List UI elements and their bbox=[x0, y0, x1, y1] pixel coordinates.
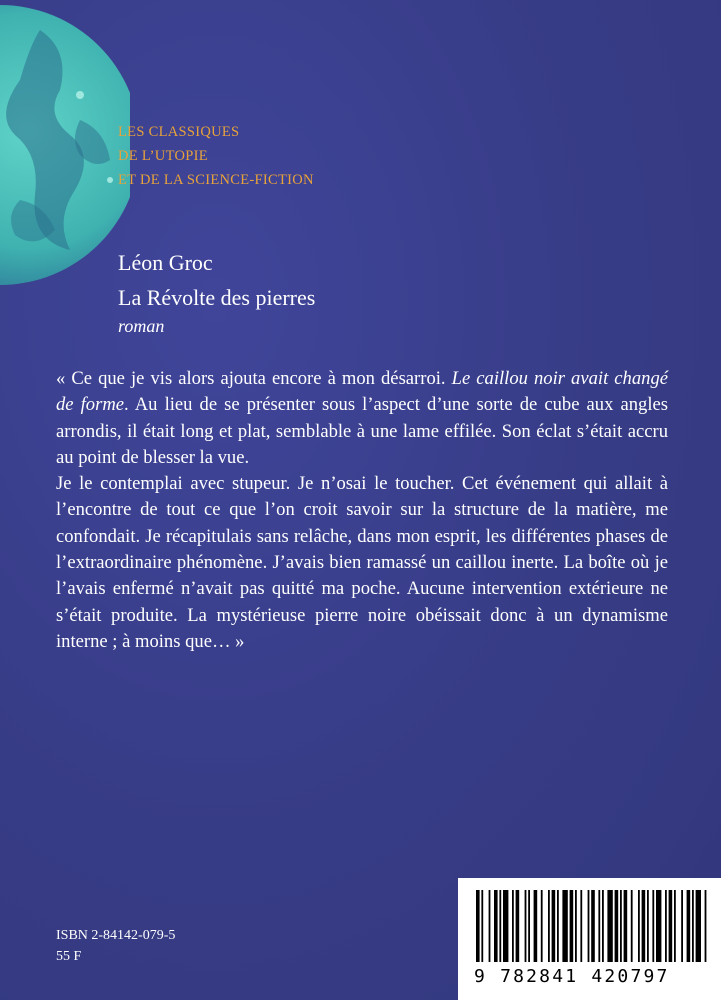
barcode-bar bbox=[503, 890, 508, 962]
barcode-bar bbox=[541, 890, 543, 962]
barcode-bar bbox=[494, 890, 498, 962]
series-name bbox=[118, 120, 314, 192]
barcode-bar bbox=[607, 890, 612, 962]
barcode-bar bbox=[692, 890, 694, 962]
barcode-bar bbox=[656, 890, 661, 962]
barcode-bar bbox=[575, 890, 577, 962]
barcode-bar bbox=[499, 890, 501, 962]
barcode-digits: 9 782841 420797 bbox=[474, 966, 670, 987]
isbn-number: ISBN 2-84142-079-5 bbox=[56, 928, 176, 943]
barcode-bar bbox=[665, 890, 667, 962]
barcode-bar bbox=[669, 890, 673, 962]
barcode-bar bbox=[624, 890, 628, 962]
barcode-bar bbox=[642, 890, 646, 962]
barcode-bar bbox=[647, 890, 649, 962]
blurb-p1-end: . Au lieu de se présenter sous l’aspect d’une sorte de cube aux angles arrondis, il était long et plat, semblable à une lame effilée. Son éclat s’était accru au point de blesser la vue. bbox=[56, 394, 668, 468]
globe-illustration bbox=[0, 0, 130, 290]
barcode-bar bbox=[528, 890, 530, 962]
barcode-bar bbox=[598, 890, 600, 962]
barcode-bar bbox=[516, 890, 520, 962]
barcode-bars bbox=[458, 878, 721, 970]
price: 55 F bbox=[56, 949, 82, 964]
barcode-bar bbox=[580, 890, 582, 962]
barcode-bar bbox=[534, 890, 538, 962]
barcode-bar bbox=[489, 890, 491, 962]
barcode-bar bbox=[557, 890, 559, 962]
barcode-bar bbox=[681, 890, 683, 962]
series-line-3: ET DE LA SCIENCE-FICTION bbox=[118, 172, 314, 188]
series-line-2: DE L’UTOPIE bbox=[118, 148, 208, 164]
barcode-bar bbox=[674, 890, 676, 962]
barcode-bar bbox=[705, 890, 707, 962]
barcode bbox=[458, 878, 721, 1000]
author-name: Léon Groc bbox=[118, 250, 213, 275]
blurb-p1-start: « Ce que je vis alors ajouta encore à mon désarroi. bbox=[56, 368, 452, 389]
barcode-bar bbox=[548, 890, 550, 962]
barcode-bar bbox=[512, 890, 514, 962]
barcode-bar bbox=[591, 890, 595, 962]
barcode-bar bbox=[620, 890, 622, 962]
barcode-bar bbox=[696, 890, 701, 962]
book-title: La Révolte des pierres bbox=[118, 285, 316, 310]
barcode-bar bbox=[687, 890, 691, 962]
barcode-bar bbox=[631, 890, 633, 962]
book-genre: roman bbox=[118, 316, 165, 336]
blurb-p1-italic: Le caillou noir avait changé de forme bbox=[56, 368, 668, 416]
barcode-bar bbox=[481, 890, 483, 962]
barcode-bar bbox=[525, 890, 527, 962]
series-line-1: LES CLASSIQUES bbox=[118, 124, 240, 140]
barcode-bar bbox=[588, 890, 590, 962]
barcode-bar bbox=[638, 890, 640, 962]
barcode-bar bbox=[652, 890, 654, 962]
barcode-bar bbox=[570, 890, 574, 962]
isbn-block bbox=[56, 925, 175, 967]
barcode-bar bbox=[562, 890, 567, 962]
blurb-paragraph-1 bbox=[56, 366, 668, 471]
barcode-bar bbox=[615, 890, 619, 962]
barcode-bar bbox=[552, 890, 556, 962]
barcode-bar bbox=[476, 890, 480, 962]
blurb-excerpt bbox=[56, 366, 668, 655]
blurb-paragraph-2: Je le contemplai avec stupeur. Je n’osai le toucher. Cet événement qui allait à l’encontre de tout ce que l’on croit savoir sur la structure de la matière, me confondait. Je récapitulais sans relâche, dans mon esprit, les différentes phases de l’extraordinaire phénomène. J’avais bien ramassé un caillou inerte. La boîte où je l’avais enfermé n’avait pas quitté ma poche. Aucune intervention extérieure ne s’était produite. La mystérieuse pierre noire obéissait donc à un dynamisme interne ; à moins que… » bbox=[56, 473, 668, 652]
barcode-bar bbox=[602, 890, 604, 962]
